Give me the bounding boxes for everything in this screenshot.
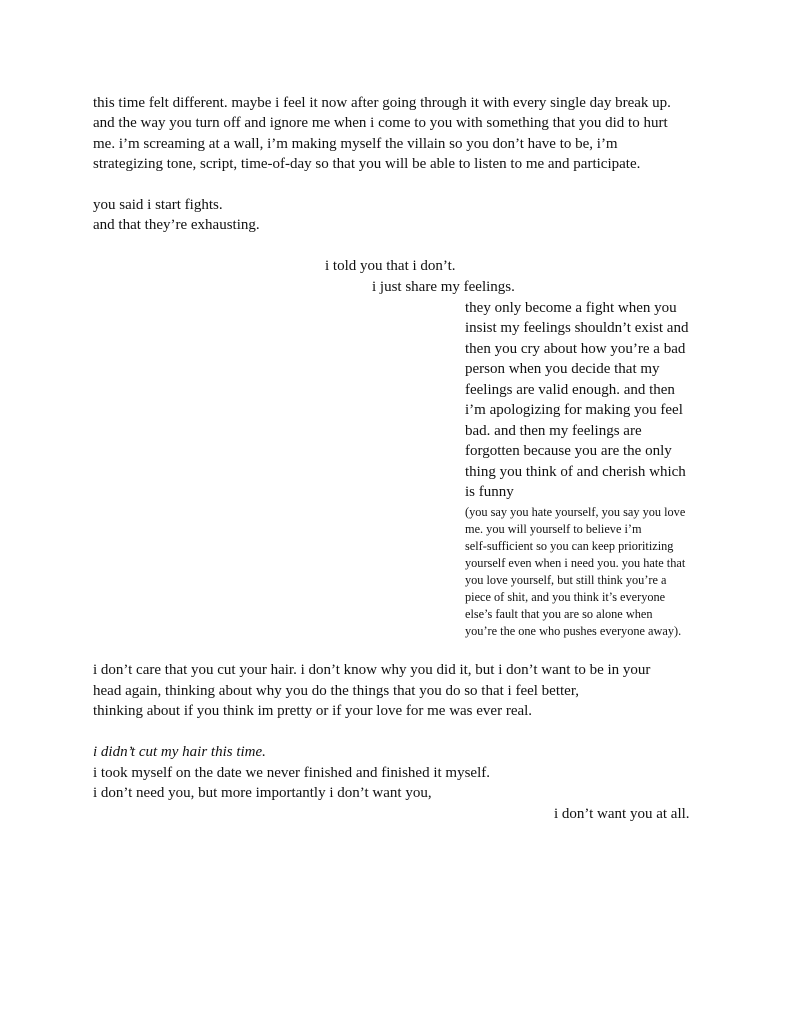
column-line-9: thing you think of and cherish which: [465, 464, 686, 480]
para1-line-3: me. i’m screaming at a wall, i’m making myself the villain so you don’t have to be, i’m: [93, 136, 618, 152]
column-line-1: they only become a fight when you: [465, 300, 677, 316]
aside-line-8: you’re the one who pushes everyone away).: [465, 624, 682, 638]
para4-line-2: i don’t need you, but more importantly i don’t want you,: [93, 785, 432, 801]
aside-line-7: else’s fault that you are so alone when: [465, 607, 653, 621]
para2-line-2: and that they’re exhausting.: [93, 217, 260, 233]
stair-line-1: i told you that i don’t.: [325, 258, 456, 274]
column-line-7: bad. and then my feelings are: [465, 423, 642, 439]
para1-line-4: strategizing tone, script, time-of-day so that you will be able to listen to me and participate.: [93, 156, 641, 172]
para3-line-3: thinking about if you think im pretty or if your love for me was ever real.: [93, 703, 533, 719]
para3-line-2: head again, thinking about why you do the things that you do so that i feel better,: [93, 683, 579, 699]
aside-line-2: me. you will yourself to believe i’m: [465, 522, 642, 536]
column-line-10: is funny: [465, 484, 514, 500]
stair-line-2: i just share my feelings.: [372, 279, 515, 295]
column-line-3: then you cry about how you’re a bad: [465, 341, 686, 357]
column-line-6: i’m apologizing for making you feel: [465, 402, 683, 418]
aside-line-6: piece of shit, and you think it’s everyone: [465, 590, 666, 604]
aside-line-4: yourself even when i need you. you hate that: [465, 556, 686, 570]
para1-line-1: this time felt different. maybe i feel it now after going through it with every single day break up.: [93, 95, 671, 111]
aside-line-5: you love yourself, but still think you’re a: [465, 573, 667, 587]
aside-line-3: self-sufficient so you can keep prioritizing: [465, 539, 674, 553]
column-line-2: insist my feelings shouldn’t exist and: [465, 320, 689, 336]
column-line-8: forgotten because you are the only: [465, 443, 672, 459]
para4-line-1: i took myself on the date we never finished and finished it myself.: [93, 765, 490, 781]
para1-line-2: and the way you turn off and ignore me when i come to you with something that you did to hurt: [93, 115, 668, 131]
column-line-4: person when you decide that my: [465, 361, 660, 377]
final-line: i don’t want you at all.: [554, 806, 690, 822]
para2-line-1: you said i start fights.: [93, 197, 223, 213]
column-line-5: feelings are valid enough. and then: [465, 382, 675, 398]
italic-line: i didn’t cut my hair this time.: [93, 744, 266, 760]
para3-line-1: i don’t care that you cut your hair. i don’t know why you did it, but i don’t want to be in your: [93, 662, 651, 678]
aside-line-1: (you say you hate yourself, you say you love: [465, 505, 686, 519]
